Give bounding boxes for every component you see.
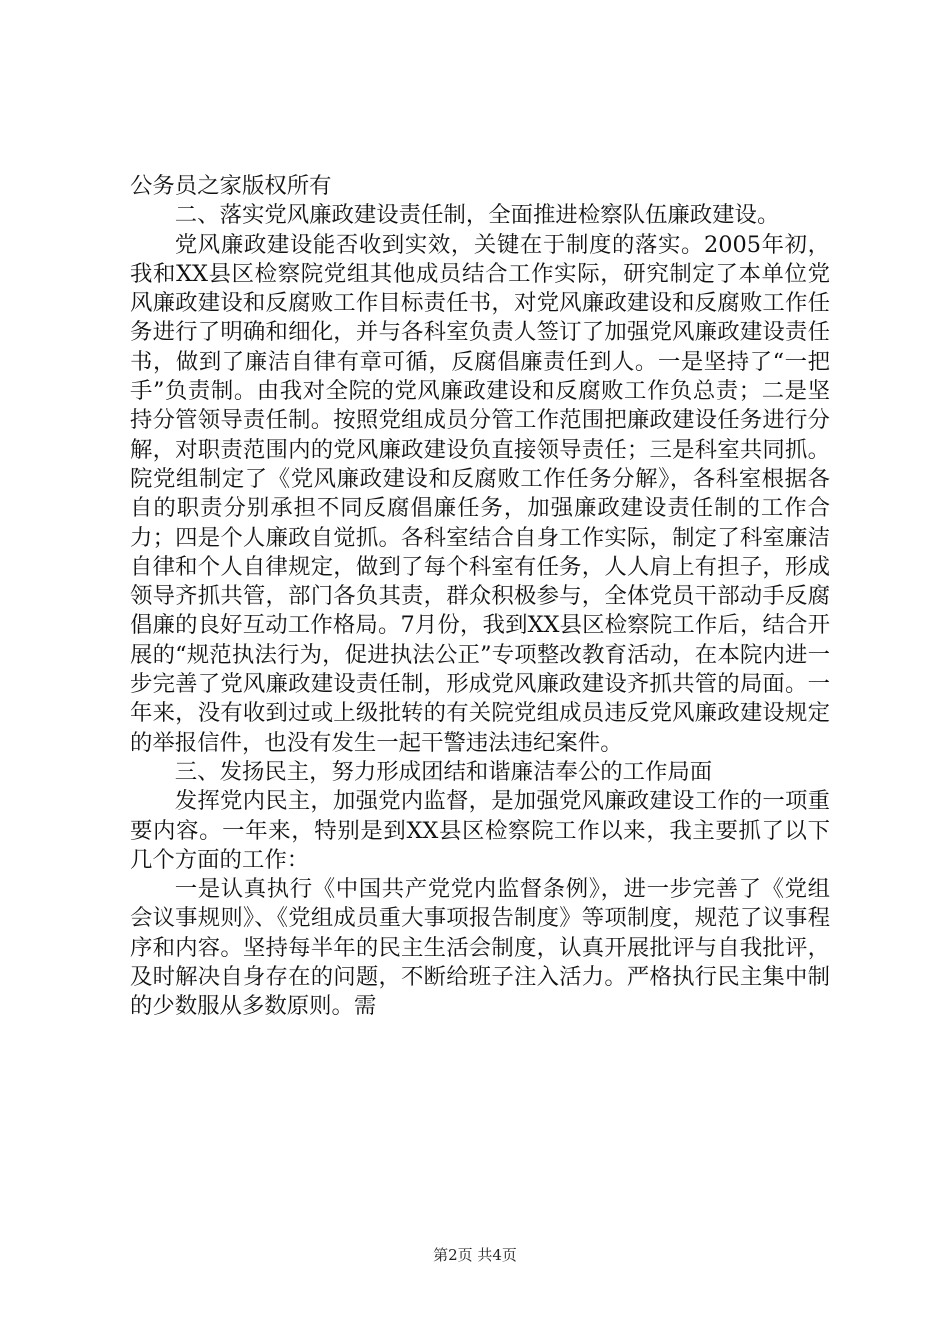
page-number-footer: 第2页 共4页 xyxy=(433,1246,517,1264)
body-paragraph: 发挥党内民主，加强党内监督，是加强党风廉政建设工作的一项重要内容。一年来，特别是到XX县区检察院工作以来，我主要抓了以下几个方面的工作： xyxy=(130,788,830,873)
section-heading-3: 三、发扬民主，努力形成团结和谐廉洁奉公的工作局面 xyxy=(174,758,713,785)
body-paragraph: 党风廉政建设能否收到实效，关键在于制度的落实。2005年初，我和XX县区检察院党组其他成员结合工作实际，研究制定了本单位党风廉政建设和反腐败工作目标责任书，对党风廉政建设和反腐败工作任务进行了明确和细化，并与各科室负责人签订了加强党风廉政建设责任书，做到了廉洁自律有章可循，反腐倡廉责任到人。一是坚持了“一把手”负责制。由我对全院的党风廉政建设和反腐败工作负总责；二是坚持分管领导责任制。按照党组成员分管工作范围把廉政建设任务进行分解，对职责范围内的党风廉政建设负直接领导责任；三是科室共同抓。院党组制定了《党风廉政建设和反腐败工作任务分解》，各科室根据各自的职责分别承担不同反腐倡廉任务，加强廉政建设责任制的工作合力；四是个人廉政自觉抓。各科室结合自身工作实际，制定了科室廉洁自律和个人自律规定，做到了每个科室有任务，人人肩上有担子，形成领导齐抓共管，部门各负其责，群众积极参与，全体党员干部动手反腐倡廉的良好互动工作格局。7月份，我到XX县区检察院工作后，结合开展的“规范执法行为，促进执法公正”专项整改教育活动，在本院内进一步完善了党风廉政建设责任制，形成党风廉政建设齐抓共管的局面。一年来，没有收到过或上级批转的有关院党组成员违反党风廉政建设规定的举报信件，也没有发生一起干警违法违纪案件。 xyxy=(130,231,830,756)
section-heading-2: 二、落实党风廉政建设责任制，全面推进检察队伍廉政建设。 xyxy=(174,202,780,229)
watermark-line: 公务员之家版权所有 xyxy=(130,173,332,199)
body-paragraph: 一是认真执行《中国共产党党内监督条例》，进一步完善了《党组会议事规则》、《党组成员重大事项报告制度》等项制度，规范了议事程序和内容。坚持每半年的民主生活会制度，认真开展批评与自我批评，及时解决自身存在的问题，不断给班子注入活力。严格执行民主集中制的少数服从多数原则。需 xyxy=(130,876,830,1020)
document-body xyxy=(130,172,830,1022)
